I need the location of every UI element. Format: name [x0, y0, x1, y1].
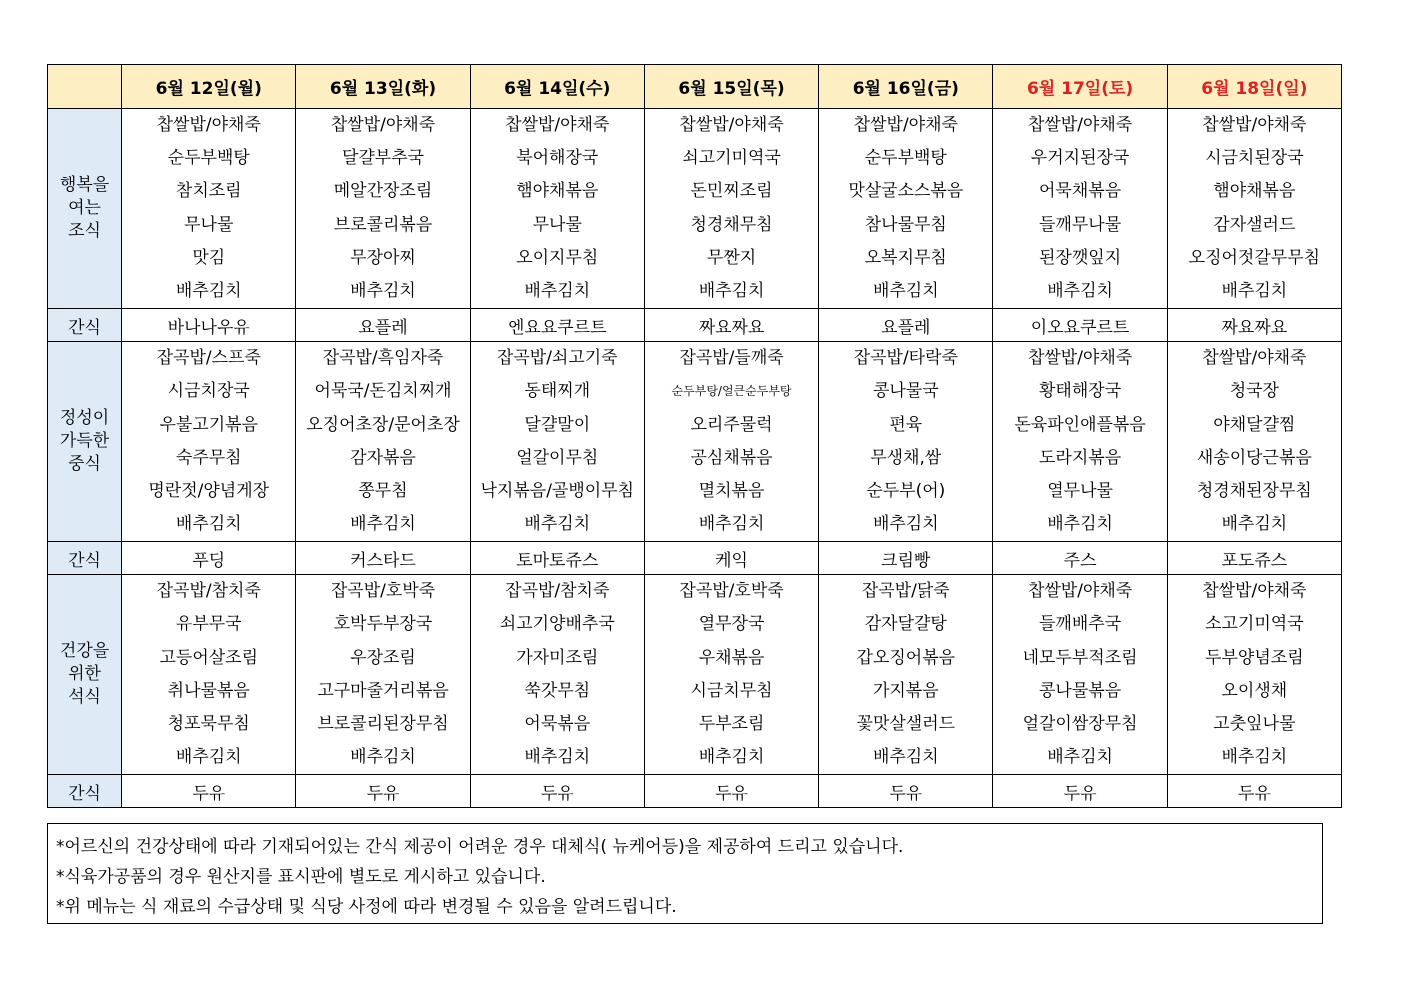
menu-item: 쇠고기양배추국 — [499, 614, 615, 635]
menu-item: 쑥갓무침 — [524, 680, 591, 701]
menu-item: 동태찌개 — [524, 381, 591, 402]
menu-item: 찹쌀밥/야채죽 — [505, 115, 610, 135]
meal-row — [48, 109, 1342, 309]
menu-item: 배추김치 — [175, 514, 242, 535]
menu-item: 배추김치 — [175, 280, 242, 301]
meal-cell — [819, 342, 993, 542]
meal-row — [48, 342, 1342, 542]
day-header: 6월 17일(토) — [993, 65, 1167, 109]
snack-cell: 두유 — [819, 775, 993, 808]
menu-item: 순두부백탕 — [864, 148, 947, 169]
menu-item: 찹쌀밥/야채죽 — [156, 115, 261, 135]
menu-item: 배추김치 — [698, 514, 765, 535]
menu-item: 배추김치 — [1047, 514, 1113, 535]
day-header: 6월 13일(화) — [296, 65, 470, 109]
meal-cell — [819, 575, 993, 775]
snack-cell: 요플레 — [296, 309, 470, 342]
day-header: 6월 18일(일) — [1167, 65, 1341, 109]
menu-item: 얼갈이쌈장무침 — [1022, 714, 1138, 734]
menu-item: 얼갈이무침 — [516, 447, 599, 468]
menu-item: 콩나물볶음 — [1039, 680, 1122, 701]
menu-item: 메알간장조림 — [333, 181, 433, 202]
snack-cell: 두유 — [1167, 775, 1341, 808]
menu-item: 열무나물 — [1047, 480, 1113, 501]
menu-item: 배추김치 — [350, 280, 416, 301]
menu-item: 참나물무침 — [864, 214, 947, 235]
menu-item: 순두부백탕 — [167, 148, 250, 169]
menu-item: 찹쌀밥/야채죽 — [1202, 581, 1307, 602]
meal-cell — [122, 109, 296, 309]
weekly-menu-table — [47, 64, 1342, 808]
menu-item: 쇠고기미역국 — [682, 148, 781, 169]
menu-item: 청경채된장무침 — [1196, 480, 1312, 501]
meal-label: 행복을 여는 조식 — [48, 109, 122, 309]
meal-cell — [993, 342, 1167, 542]
menu-item: 감자달걀탕 — [864, 614, 947, 635]
menu-item: 가자미조림 — [516, 647, 599, 668]
menu-item: 청국장 — [1229, 381, 1279, 402]
snack-cell: 두유 — [122, 775, 296, 808]
meal-cell — [296, 342, 470, 542]
menu-item: 잡곡밥/스프죽 — [156, 348, 261, 369]
menu-item: 배추김치 — [350, 514, 416, 535]
menu-item: 어묵볶음 — [524, 714, 591, 734]
menu-item: 햄야채볶음 — [516, 181, 599, 202]
menu-item: 배추김치 — [1221, 747, 1288, 768]
menu-item: 배추김치 — [1221, 514, 1288, 535]
menu-item: 된장깻잎지 — [1039, 247, 1122, 268]
snack-cell: 바나나우유 — [122, 309, 296, 342]
notice-line: *식육가공품의 경우 원산지를 표시판에 별도로 게시하고 있습니다. — [56, 867, 546, 887]
menu-item: 고등어살조림 — [159, 647, 259, 668]
menu-item: 브로콜리볶음 — [333, 214, 433, 235]
meal-cell — [296, 109, 470, 309]
menu-item: 배추김치 — [698, 747, 765, 768]
snack-cell: 토마토쥬스 — [470, 542, 644, 575]
menu-item: 배추김치 — [1047, 280, 1113, 301]
menu-item: 배추김치 — [872, 280, 939, 301]
menu-item: 고춧잎나물 — [1213, 714, 1296, 734]
menu-item: 네모두부적조림 — [1022, 647, 1138, 668]
menu-item: 새송이당근볶음 — [1196, 447, 1312, 468]
snack-cell: 이오요쿠르트 — [993, 309, 1167, 342]
snack-cell: 짜요짜요 — [644, 309, 818, 342]
menu-item: 오징어초장/문어초장 — [306, 414, 460, 435]
menu-item: 도라지볶음 — [1039, 447, 1122, 468]
menu-item: 오복지무침 — [864, 247, 947, 268]
menu-item: 잡곡밥/쇠고기죽 — [496, 348, 618, 369]
menu-item: 참치조림 — [175, 181, 242, 202]
menu-item: 시금치장국 — [167, 381, 250, 402]
snack-cell: 푸딩 — [122, 542, 296, 575]
snack-cell: 포도쥬스 — [1167, 542, 1341, 575]
menu-item: 명란젓/양념게장 — [148, 480, 270, 501]
menu-item: 잡곡밥/닭죽 — [861, 581, 950, 602]
meal-cell — [470, 342, 644, 542]
menu-item: 무나물 — [532, 214, 582, 235]
date-header-row — [48, 65, 1342, 109]
snack-cell: 두유 — [993, 775, 1167, 808]
meal-row — [48, 575, 1342, 775]
notice-line: *위 메뉴는 식 재료의 수급상태 및 식당 사정에 따라 변경될 수 있음을 알려드립니다. — [56, 897, 677, 917]
menu-item: 취나물볶음 — [167, 680, 250, 701]
snack-row — [48, 309, 1342, 342]
menu-item: 햄야채볶음 — [1213, 181, 1296, 202]
menu-item: 잡곡밥/참치죽 — [505, 581, 610, 602]
menu-item: 멸치볶음 — [698, 480, 765, 501]
menu-item: 배추김치 — [175, 747, 242, 768]
snack-cell: 케익 — [644, 542, 818, 575]
menu-item: 오이생채 — [1221, 680, 1288, 701]
meal-cell — [470, 109, 644, 309]
meal-cell — [644, 575, 818, 775]
snack-cell: 두유 — [296, 775, 470, 808]
menu-item: 배추김치 — [1047, 747, 1113, 768]
snack-label: 간식 — [48, 775, 122, 808]
menu-item: 어묵채볶음 — [1039, 181, 1122, 202]
snack-cell: 엔요요쿠르트 — [470, 309, 644, 342]
meal-cell — [644, 342, 818, 542]
menu-item: 달걀부추국 — [341, 148, 425, 169]
menu-item: 감자볶음 — [350, 447, 416, 468]
meal-cell — [296, 575, 470, 775]
meal-cell — [993, 575, 1167, 775]
snack-cell: 짜요짜요 — [1167, 309, 1341, 342]
snack-label: 간식 — [48, 309, 122, 342]
meal-cell — [122, 342, 296, 542]
menu-item: 돈민찌조림 — [690, 181, 773, 202]
menu-item: 감자샐러드 — [1213, 214, 1296, 235]
notice-box — [47, 823, 1323, 924]
meal-cell — [1167, 575, 1341, 775]
menu-item: 콩나물국 — [872, 381, 939, 402]
snack-cell: 두유 — [470, 775, 644, 808]
menu-item: 배추김치 — [524, 747, 591, 768]
menu-item: 무나물 — [184, 214, 234, 235]
day-header: 6월 15일(목) — [644, 65, 818, 109]
menu-item: 야채달걀찜 — [1213, 414, 1296, 435]
menu-item: 돈육파인애플볶음 — [1014, 414, 1146, 435]
menu-item: 브로콜리된장무침 — [317, 714, 449, 734]
menu-item: 배추김치 — [524, 514, 591, 535]
menu-item: 열무장국 — [698, 614, 765, 635]
meal-cell — [819, 109, 993, 309]
menu-item: 호박두부장국 — [333, 614, 433, 635]
menu-item: 배추김치 — [698, 280, 765, 301]
menu-item: 소고기미역국 — [1205, 614, 1304, 635]
menu-item: 가지볶음 — [872, 680, 939, 701]
menu-item: 시금치무침 — [690, 680, 773, 701]
menu-item: 무장아찌 — [350, 247, 416, 268]
notice-line: *어르신의 건강상태에 따라 기재되어있는 간식 제공이 어려운 경우 대체식( 뉴케어등)을 제공하여 드리고 있습니다. — [56, 837, 904, 857]
menu-item: 우장조림 — [350, 647, 416, 668]
menu-item: 순두부(어) — [866, 480, 946, 501]
meal-label: 정성이 가득한 중식 — [48, 342, 122, 542]
menu-item: 잡곡밥/흑임자죽 — [322, 348, 444, 369]
meal-cell — [470, 575, 644, 775]
menu-item: 찹쌀밥/야채죽 — [1202, 348, 1307, 369]
menu-item: 오이지무침 — [516, 247, 599, 268]
menu-item: 두부조림 — [698, 714, 765, 734]
menu-item: 무짠지 — [706, 247, 757, 268]
menu-item: 잡곡밥/호박죽 — [330, 581, 436, 602]
menu-item: 찹쌀밥/야채죽 — [330, 115, 436, 135]
menu-item: 잡곡밥/참치죽 — [156, 581, 261, 602]
menu-item: 우채볶음 — [698, 647, 765, 668]
menu-item: 잡곡밥/타락죽 — [853, 348, 958, 369]
menu-item: 오리주물럭 — [690, 414, 773, 435]
menu-item: 찹쌀밥/야채죽 — [1202, 115, 1307, 135]
menu-item: 잡곡밥/들깨죽 — [679, 348, 784, 369]
snack-cell: 두유 — [644, 775, 818, 808]
menu-item: 찹쌀밥/야채죽 — [853, 115, 958, 135]
menu-item: 오징어젓갈무무침 — [1188, 247, 1321, 268]
menu-item: 우거지된장국 — [1030, 148, 1130, 169]
menu-item: 숙주무침 — [175, 447, 242, 468]
menu-item: 북어해장국 — [516, 148, 599, 169]
menu-item: 찹쌀밥/야채죽 — [679, 115, 784, 135]
snack-cell: 커스타드 — [296, 542, 470, 575]
meal-cell — [1167, 109, 1341, 309]
menu-item: 청경채무침 — [690, 214, 773, 235]
menu-item: 달걀말이 — [524, 414, 591, 435]
menu-item: 편육 — [889, 414, 923, 435]
menu-item: 유부무국 — [175, 614, 242, 635]
menu-item: 배추김치 — [524, 280, 591, 301]
menu-item: 어묵국/돈김치찌개 — [314, 381, 452, 402]
menu-item: 쫑무침 — [358, 480, 408, 501]
menu-item: 낙지볶음/골뱅이무침 — [480, 480, 635, 501]
menu-item: 배추김치 — [872, 747, 939, 768]
menu-item: 두부양념조림 — [1205, 647, 1304, 668]
menu-item: 찹쌀밥/야채죽 — [1027, 115, 1133, 135]
snack-label: 간식 — [48, 542, 122, 575]
menu-item: 배추김치 — [350, 747, 416, 768]
menu-item: 맛살굴소스볶음 — [848, 181, 964, 202]
menu-item: 배추김치 — [1221, 280, 1288, 301]
snack-cell: 크림빵 — [819, 542, 993, 575]
meal-cell — [1167, 342, 1341, 542]
menu-item: 잡곡밥/호박죽 — [679, 581, 784, 602]
meal-cell — [993, 109, 1167, 309]
snack-row — [48, 542, 1342, 575]
menu-item: 공심채볶음 — [690, 447, 773, 468]
menu-item: 찹쌀밥/야채죽 — [1027, 348, 1133, 369]
header-corner-cell — [48, 65, 122, 109]
meal-cell — [644, 109, 818, 309]
day-header: 6월 16일(금) — [819, 65, 993, 109]
menu-item: 고구마줄거리볶음 — [317, 680, 449, 701]
menu-item: 들깨무나물 — [1039, 214, 1122, 235]
menu-item: 찹쌀밥/야채죽 — [1027, 581, 1133, 602]
menu-item: 순두부탕/얼큰순두부탕 — [671, 384, 792, 399]
menu-item: 우불고기볶음 — [159, 414, 259, 435]
snack-cell: 요플레 — [819, 309, 993, 342]
meal-label: 건강을 위한 석식 — [48, 575, 122, 775]
menu-item: 청포묵무침 — [167, 714, 250, 734]
meal-cell — [122, 575, 296, 775]
day-header: 6월 12일(월) — [122, 65, 296, 109]
menu-item: 황태해장국 — [1039, 381, 1122, 402]
menu-item: 맛김 — [192, 247, 226, 268]
snack-cell: 주스 — [993, 542, 1167, 575]
menu-item: 들깨배추국 — [1039, 614, 1122, 635]
snack-row — [48, 775, 1342, 808]
menu-item: 시금치된장국 — [1205, 148, 1304, 169]
menu-item: 배추김치 — [872, 514, 939, 535]
day-header: 6월 14일(수) — [470, 65, 644, 109]
menu-item: 갑오징어볶음 — [856, 647, 956, 668]
menu-item: 꽃맛살샐러드 — [856, 714, 956, 734]
menu-item: 무생채,쌈 — [870, 447, 942, 468]
